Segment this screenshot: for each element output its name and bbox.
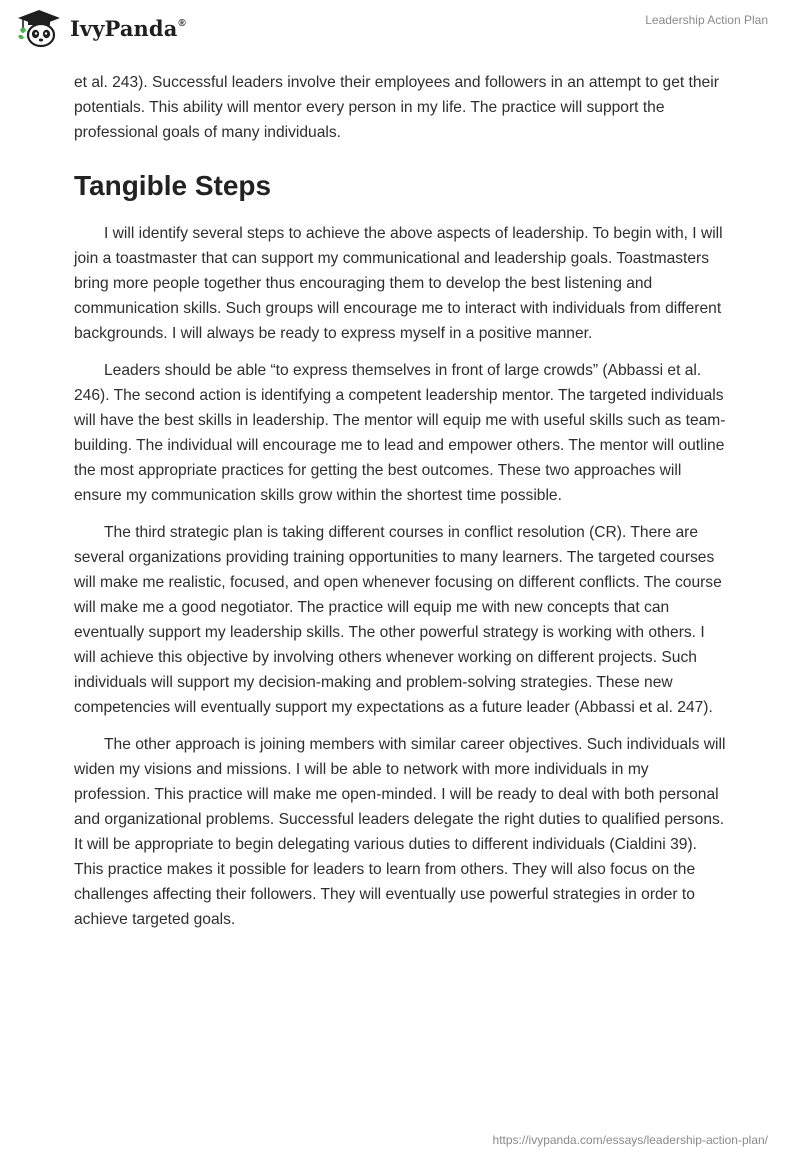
section-heading: Tangible Steps — [74, 170, 272, 201]
document-title: Leadership Action Plan — [645, 13, 768, 27]
brand-name: IvyPanda® — [70, 15, 186, 41]
body-paragraph: The other approach is joining members with similar career objectives. Such individuals will widen my visions and missions. I will be able to network with more individuals in my profession. This practice will make me open-minded. I will be ready to deal with both personal and organizational problems. Successful leaders delegate the right duties to qualified persons. It will be appropriate to begin delegating various duties to different individuals (Cialdini 39). This practice makes it possible for leaders to learn from others. They will also focus on the challenges affecting their followers. They will eventually use powerful strategies in order to achieve targeted goals. — [74, 736, 726, 928]
page-header — [0, 0, 800, 70]
panda-graduate-icon — [14, 8, 64, 48]
source-url[interactable]: https://ivypanda.com/essays/leadership-action-plan/ — [492, 1133, 768, 1147]
body-paragraph: The third strategic plan is taking different courses in conflict resolution (CR). There are several organizations providing training opportunities to many learners. The targeted courses will make me realistic, focused, and open whenever focusing on different conflicts. The course will make me a good negotiator. The practice will equip me with new concepts that can eventually support my leadership skills. The other powerful strategy is working with others. I will achieve this objective by involving others whenever working on different projects. Such individuals will support my decision-making and problem-solving strategies. These new competencies will eventually support my expectations as a future leader (Abbassi et al. 247). — [74, 524, 722, 716]
body-paragraph: I will identify several steps to achieve the above aspects of leadership. To begin with, I will join a toastmaster that can support my communicational and leadership goals. Toastmasters bring more people together thus encouraging them to develop the best listening and communication skills. Such groups will encourage me to interact with individuals from different backgrounds. I will always be ready to express myself in a positive manner. — [74, 225, 723, 342]
body-paragraph: Leaders should be able “to express themselves in front of large crowds” (Abbassi et al. 246). The second action is identifying a competent leadership mentor. The targeted individuals will have the best skills in leadership. The mentor will equip me with useful skills such as team-building. The individual will encourage me to lead and empower others. The mentor will outline the most appropriate practices for getting the best outcomes. These two approaches will ensure my communication skills grow within the shortest time possible. — [74, 362, 726, 504]
essay-content — [74, 70, 726, 944]
intro-paragraph: et al. 243). Successful leaders involve their employees and followers in an attempt to get their potentials. This ability will mentor every person in my life. The practice will support the professional goals of many individuals. — [74, 74, 719, 141]
ivypanda-logo[interactable] — [14, 8, 186, 48]
